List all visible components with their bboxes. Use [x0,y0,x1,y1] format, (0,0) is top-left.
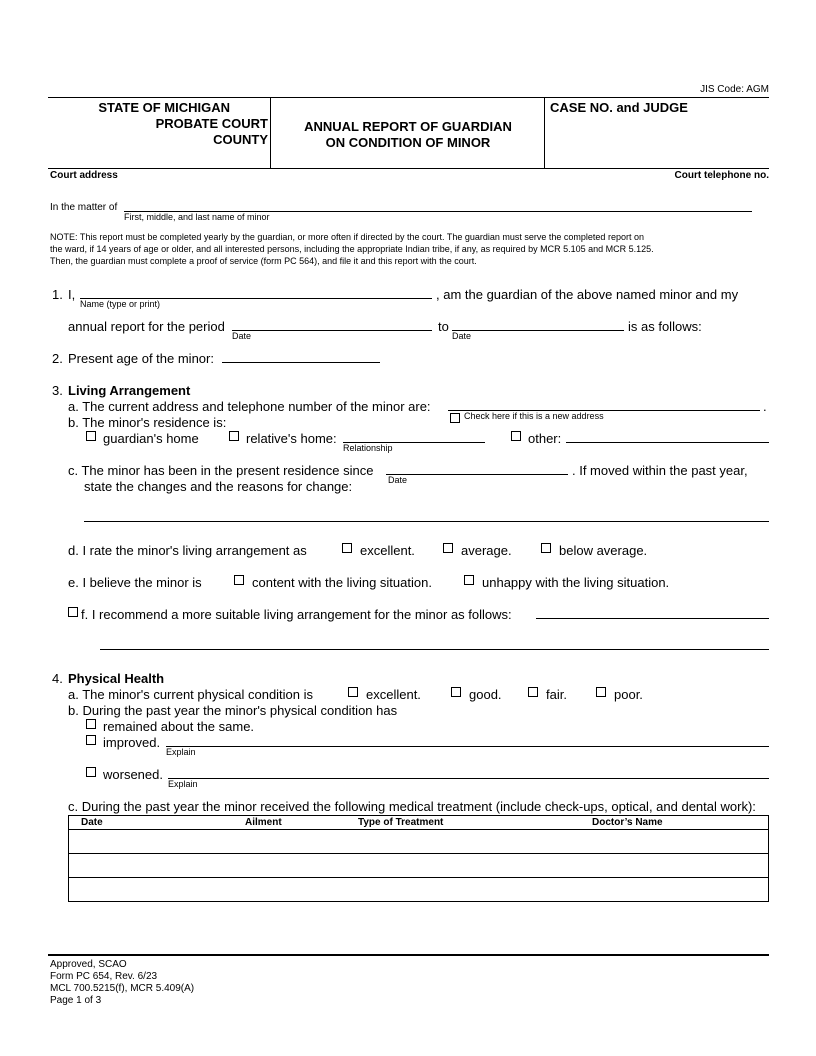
item1-number: 1. [52,287,63,302]
court-telephone-label: Court telephone no. [674,170,769,181]
header-divider-right [544,97,545,168]
other-residence-label: other: [528,431,562,446]
form-title-line1: ANNUAL REPORT OF GUARDIAN [304,119,512,134]
health-excellent-label: excellent. [366,687,421,702]
health-fair-label: fair. [546,687,567,702]
case-no-label: CASE NO. and JUDGE [550,100,688,115]
period-start-field[interactable] [232,330,432,331]
content-checkbox[interactable] [234,575,244,585]
condition-worsened-checkbox[interactable] [86,767,96,777]
table-row[interactable] [69,854,768,877]
header-divider-left [270,97,271,168]
item4c-label: c. During the past year the minor received the following medical treatment (include check-ups, optical, and dental work): [68,799,756,814]
item3a-end: . [763,399,767,414]
physical-health-title: Physical Health [68,671,165,686]
court-address-label: Court address [50,170,118,181]
item4a-label: a. The minor's current physical condition is [68,687,314,702]
new-address-checkbox[interactable] [450,413,460,423]
arrangement-below-average-label: below average. [559,543,648,558]
worsened-explain-caption: Explain [168,779,198,789]
header-top-rule [48,97,769,98]
guardian-home-checkbox[interactable] [86,431,96,441]
table-header-doctor: Doctor’s Name [592,817,663,828]
health-poor-checkbox[interactable] [596,687,606,697]
residence-since-field[interactable] [386,474,568,475]
age-label: Present age of the minor: [68,351,214,366]
condition-same-label: remained about the same. [103,719,255,734]
footer-statutes: MCL 700.5215(f), MCR 5.409(A) [50,983,195,994]
arrangement-excellent-checkbox[interactable] [342,543,352,553]
item1-prefix: I, [68,287,76,302]
header-bottom-rule [48,168,769,169]
item3a-label: a. The current address and telephone number of the minor are: [68,399,431,414]
changes-reasons-field[interactable] [84,521,769,522]
item3e-label: e. I believe the minor is [68,575,202,590]
age-field[interactable] [222,362,380,363]
period-start-caption: Date [232,331,252,341]
table-row[interactable] [69,878,768,901]
footer-form-number: Form PC 654, Rev. 6/23 [50,971,158,982]
worsened-explain-field[interactable] [168,778,769,779]
condition-improved-checkbox[interactable] [86,735,96,745]
state-label: STATE OF MICHIGAN [98,100,230,115]
item3d-label: d. I rate the minor's living arrangement as [68,543,307,558]
condition-worsened-label: worsened. [103,767,163,782]
recommendation-field-line2[interactable] [100,649,769,650]
relative-home-checkbox[interactable] [229,431,239,441]
condition-improved-label: improved. [103,735,161,750]
item4b-label: b. During the past year the minor's physical condition has [68,703,398,718]
medical-treatment-table [68,815,769,902]
guardian-home-label: guardian's home [103,431,199,446]
note-line1: NOTE: This report must be completed yearly by the guardian, or more often if directed by the court. The guardian must serve the completed report on [50,232,644,242]
new-address-label: Check here if this is a new address [464,411,604,421]
table-header-treatment: Type of Treatment [358,817,444,828]
jis-code: JIS Code: AGM [700,84,769,95]
guardian-name-caption: Name (type or print) [80,299,161,309]
arrangement-excellent-label: excellent. [360,543,415,558]
item3f-label: f. I recommend a more suitable living arrangement for the minor as follows: [81,607,512,622]
item2-number: 2. [52,351,63,366]
note-line2: the ward, if 14 years of age or older, and all interested persons, including the appropriate Indian tribe, if any, as required by MCR 5.105 and MCR 5.125. [50,244,654,254]
period-to-label: to [438,319,449,334]
footer-approved: Approved, SCAO [50,959,127,970]
item3c-label: c. The minor has been in the present residence since [68,463,374,478]
unhappy-checkbox[interactable] [464,575,474,585]
table-row[interactable] [69,830,768,853]
residence-since-caption: Date [388,475,408,485]
content-label: content with the living situation. [252,575,432,590]
item4-number: 4. [52,671,63,686]
table-header-ailment: Ailment [245,817,282,828]
health-fair-checkbox[interactable] [528,687,538,697]
recommendation-field[interactable] [536,618,769,619]
other-residence-field[interactable] [566,442,769,443]
county-label: COUNTY [213,132,268,147]
health-poor-label: poor. [614,687,643,702]
note-line3: Then, the guardian must complete a proof of service (form PC 564), and file it and this report with the court. [50,256,477,266]
item1-suffix: , am the guardian of the above named minor and my [436,287,739,302]
matter-label: In the matter of [50,202,118,213]
other-residence-checkbox[interactable] [511,431,521,441]
improved-explain-field[interactable] [166,746,769,747]
period-suffix: is as follows: [628,319,702,334]
footer-rule [48,954,769,956]
item3c-suffix: . If moved within the past year, [572,463,748,478]
table-header-date: Date [81,817,103,828]
condition-same-checkbox[interactable] [86,719,96,729]
improved-explain-caption: Explain [166,747,196,757]
health-good-label: good. [469,687,502,702]
period-label: annual report for the period [68,319,225,334]
item3-number: 3. [52,383,63,398]
form-title-line2: ON CONDITION OF MINOR [325,135,491,150]
unhappy-label: unhappy with the living situation. [482,575,670,590]
period-end-caption: Date [452,331,472,341]
minor-name-caption: First, middle, and last name of minor [124,212,270,222]
health-good-checkbox[interactable] [451,687,461,697]
footer-page-number: Page 1 of 3 [50,995,102,1006]
health-excellent-checkbox[interactable] [348,687,358,697]
recommend-checkbox[interactable] [68,607,78,617]
relative-home-label: relative's home: [246,431,337,446]
court-label: PROBATE COURT [155,116,268,131]
arrangement-average-checkbox[interactable] [443,543,453,553]
living-arrangement-title: Living Arrangement [68,383,191,398]
period-end-field[interactable] [452,330,624,331]
arrangement-average-label: average. [461,543,512,558]
item3b-label: b. The minor's residence is: [68,415,227,430]
item3c-line2: state the changes and the reasons for change: [84,479,353,494]
relationship-caption: Relationship [343,443,393,453]
arrangement-below-average-checkbox[interactable] [541,543,551,553]
